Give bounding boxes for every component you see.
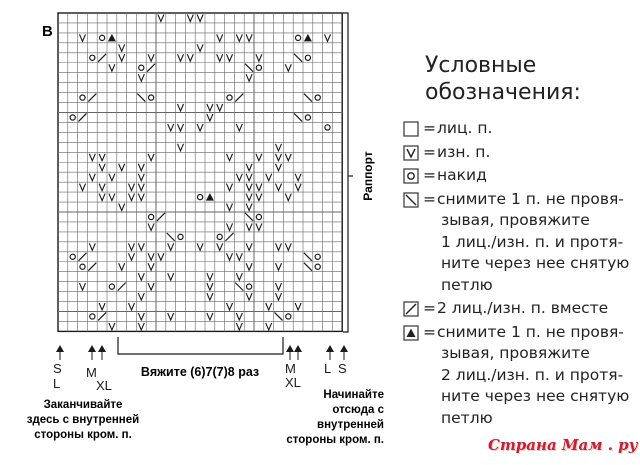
marker-m-left: M: [86, 365, 97, 380]
legend-title: [425, 52, 635, 106]
legend-text-line: 1 лиц./изн. п. и протя-: [441, 232, 624, 251]
knit-square-icon: [403, 121, 419, 137]
legend-text-line: накид: [437, 166, 487, 184]
end-note-line-3: стороны кром. п.: [34, 429, 132, 441]
legend-text-line: зывая, провяжите: [441, 344, 590, 362]
start-note: [286, 389, 384, 446]
legend-title-line-2: обозначения:: [425, 80, 581, 105]
legend: [403, 118, 640, 431]
legend-equals: =: [423, 299, 436, 317]
slip-diagonal-icon: [403, 192, 419, 208]
legend-text-line: петлю: [441, 275, 493, 294]
legend-item: [403, 298, 640, 320]
start-note-line-1: Начинайте: [323, 389, 384, 401]
repeat-bottom-bracket: [118, 337, 283, 354]
legend-equals: =: [423, 119, 436, 137]
legend-text-line: лиц. п.: [437, 119, 493, 137]
repeat-count-label: Вяжите (6)7(7)8 раз: [140, 365, 260, 379]
marker-l-right: L: [324, 361, 332, 376]
legend-text-line: снимите 1 п. не провя-: [437, 189, 624, 208]
legend-item: [403, 118, 640, 140]
legend-equals: =: [423, 142, 436, 161]
marker-s-right: S: [338, 361, 347, 376]
legend-text-line: ните через нее снятую: [441, 254, 630, 272]
watermark: Страна Мам . ру: [488, 436, 638, 454]
legend-item: [403, 142, 640, 164]
k2tog-diagonal-icon: [403, 301, 419, 317]
repeat-side-bracket: [343, 13, 348, 332]
legend-equals: =: [423, 322, 436, 341]
legend-text-line: ните через нее снятую: [441, 387, 630, 405]
marker-m-right: M: [285, 361, 296, 376]
end-note: [27, 399, 139, 441]
start-note-line-2: отсюда с: [332, 404, 384, 416]
legend-text-line: 2 лиц./изн. п. вместе: [437, 299, 609, 317]
end-note-line-2: здесь с внутренней: [26, 414, 140, 426]
start-note-line-3: внутренней: [317, 419, 384, 431]
chart-grid: [58, 13, 342, 331]
yarn-over-circle-icon: [403, 168, 419, 184]
legend-text-line: зывая, провяжите: [441, 211, 590, 229]
legend-text-line: 2 лиц./изн. п. и протя-: [441, 365, 624, 384]
chart-label: B: [42, 23, 53, 40]
legend-equals: =: [423, 189, 436, 208]
legend-text-line: петлю: [441, 408, 493, 427]
legend-text-line: изн. п.: [437, 142, 491, 161]
double-decrease-triangle-icon: [403, 325, 419, 341]
purl-v-icon: [403, 145, 419, 161]
end-note-line-1: Заканчивайте: [43, 399, 123, 411]
legend-item: [403, 322, 640, 430]
start-note-line-4: стороны кром. п.: [286, 434, 384, 446]
marker-xl-right: XL: [285, 375, 301, 390]
legend-item: [403, 189, 640, 297]
marker-s-left: S: [53, 361, 62, 376]
marker-xl-left: XL: [96, 378, 112, 393]
legend-title-line-1: Условные: [425, 53, 537, 78]
marker-l-left: L: [53, 376, 61, 391]
legend-equals: =: [423, 166, 436, 184]
legend-text-line: снимите 1 п. не провя-: [437, 322, 624, 341]
legend-item: [403, 165, 640, 187]
repeat-side-label: Раппорт: [361, 151, 375, 201]
